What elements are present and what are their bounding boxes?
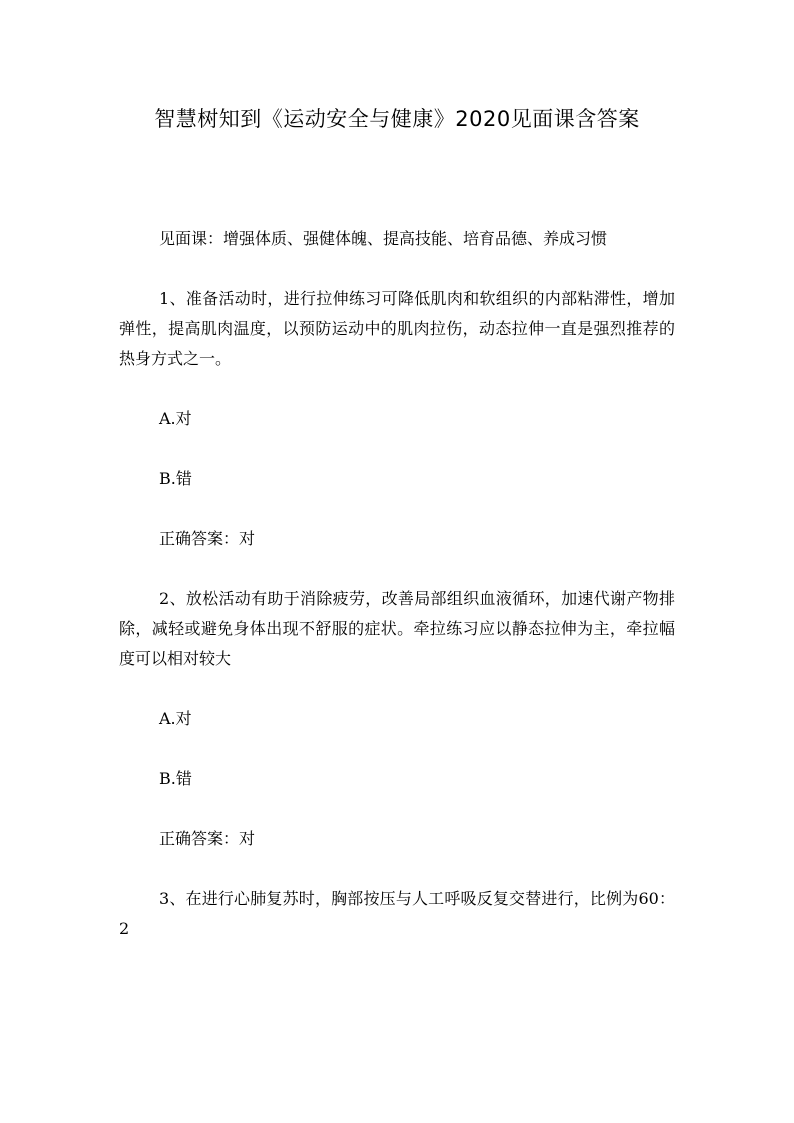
question-1-stem: 1、准备活动时，进行拉伸练习可降低肌肉和软组织的内部粘滞性，增加弹性，提高肌肉温度，以预防运动中的肌肉拉伤，动态拉伸一直是强烈推荐的热身方式之一。: [119, 289, 675, 368]
document-body: [119, 224, 675, 974]
question-2-stem: 2、放松活动有助于消除疲劳，改善局部组织血液循环，加速代谢产物排除，减轻或避免身体出现不舒服的症状。牵拉练习应以静态拉伸为主，牵拉幅度可以相对较大: [119, 589, 675, 668]
question-1-option-b: B.错: [159, 469, 192, 488]
question-3-stem: 3、在进行心肺复苏时，胸部按压与人工呼吸反复交替进行，比例为60：2: [119, 889, 675, 938]
question-1-option-a: A.对: [159, 409, 192, 428]
question-2-option-a: A.对: [159, 709, 192, 728]
question-2-answer: 正确答案：对: [159, 829, 256, 848]
question-1-answer: 正确答案：对: [159, 529, 256, 548]
document-title: 智慧树知到《运动安全与健康》2020见面课含答案: [154, 107, 640, 131]
intro-paragraph: 见面课：增强体质、强健体魄、提高技能、培育品德、养成习惯: [159, 229, 608, 248]
question-2-option-b: B.错: [159, 769, 192, 788]
